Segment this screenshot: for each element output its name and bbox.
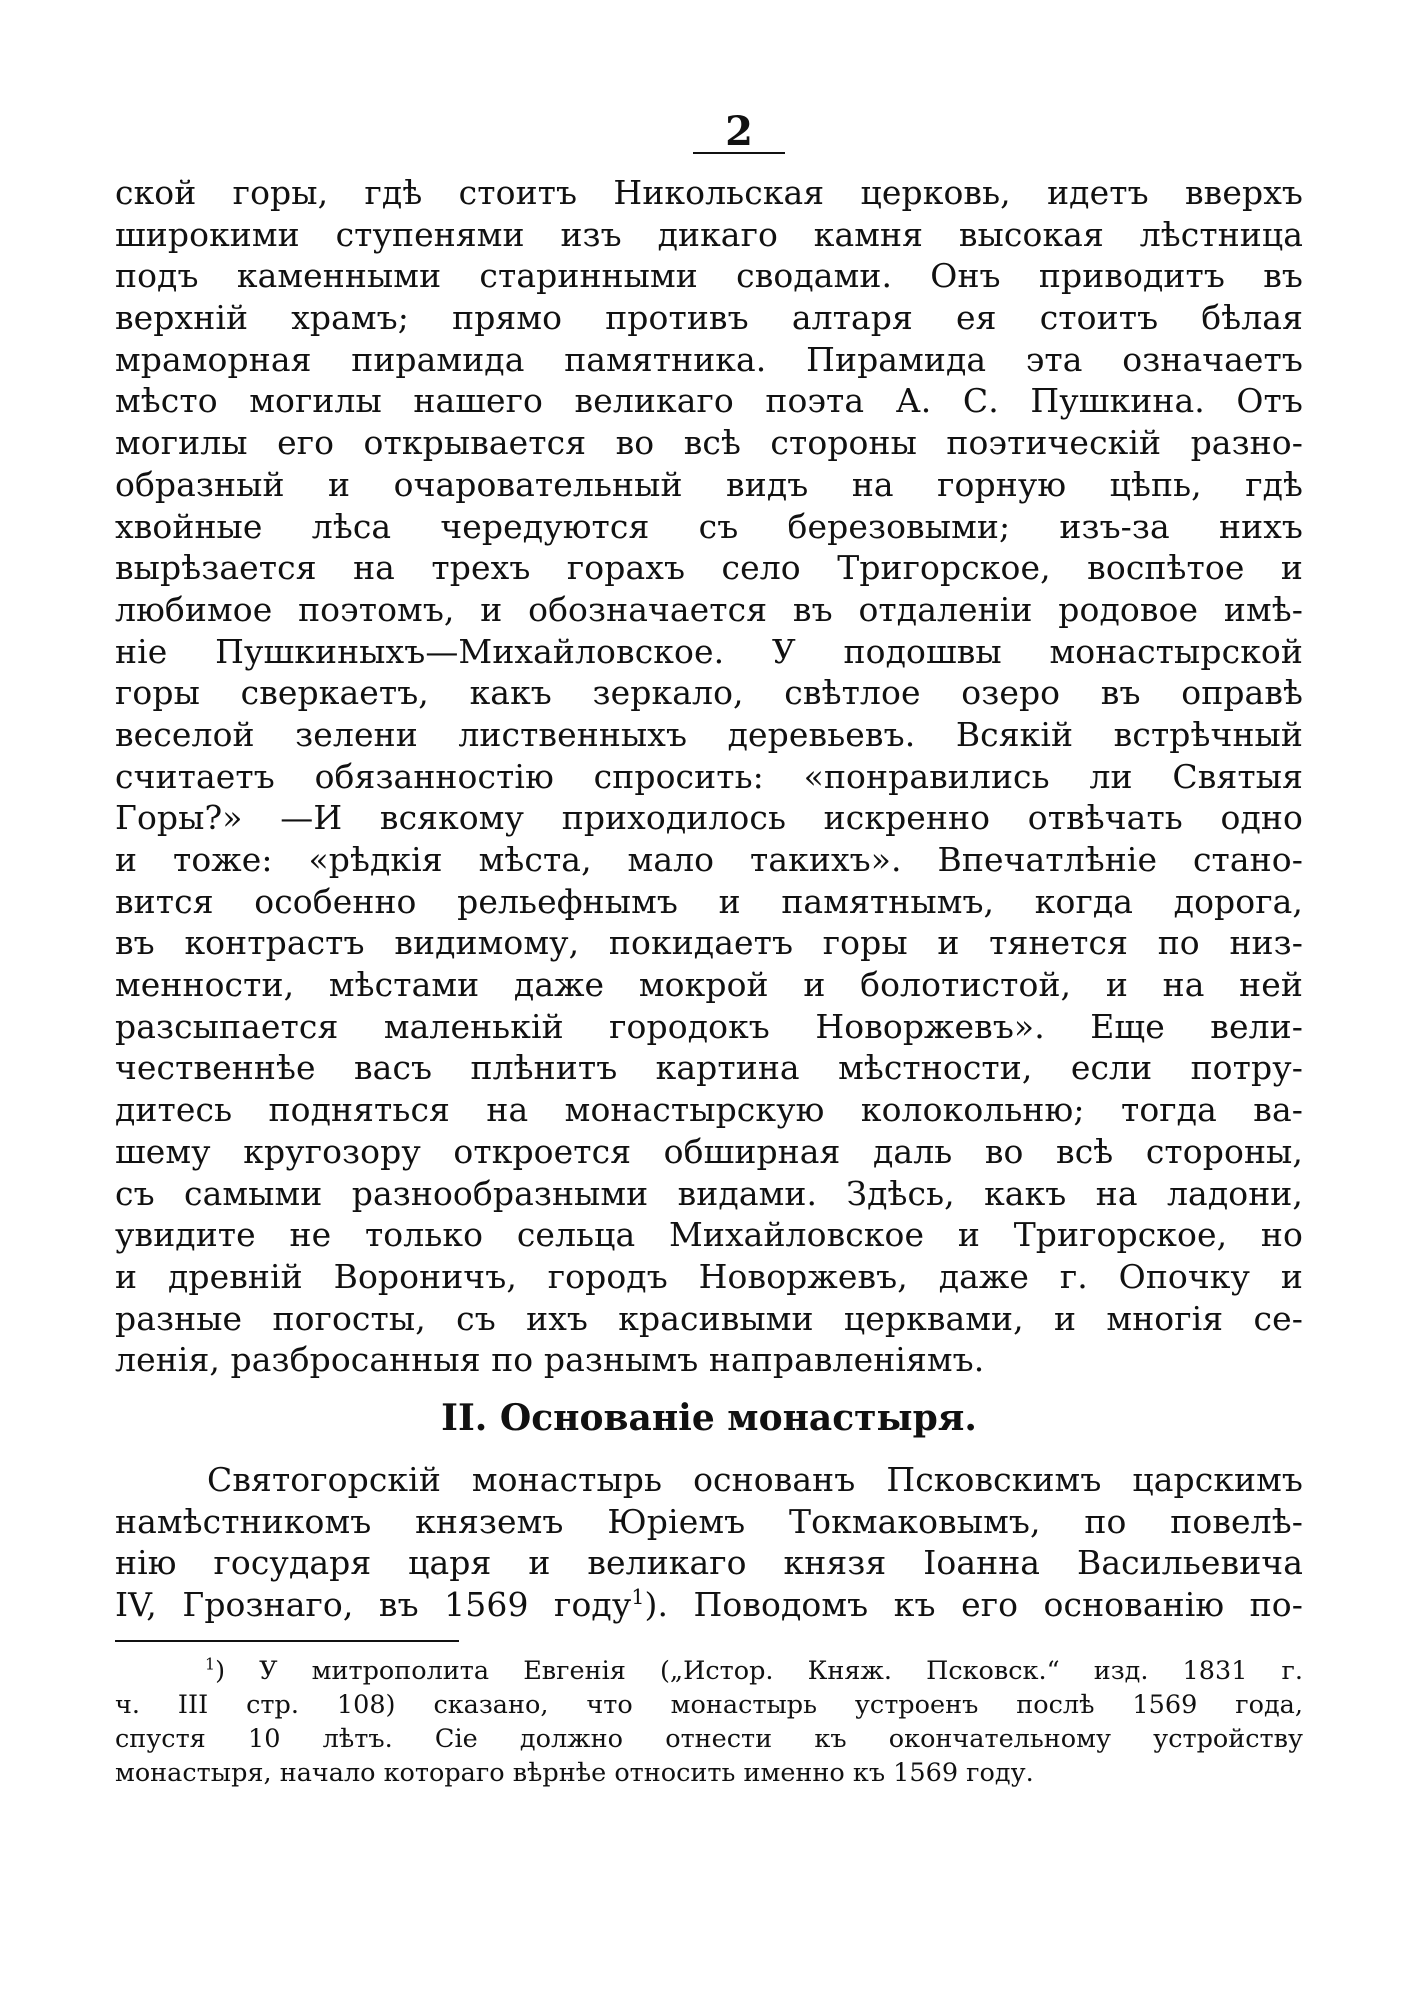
- book-page: [115, 108, 1303, 1790]
- text-line: намѣстникомъ княземъ Юріемъ Токмаковымъ, по повелѣ-: [115, 1501, 1303, 1541]
- text-line: хвойные лѣса чередуются съ березовыми; изъ-за нихъ: [115, 506, 1303, 546]
- text-line: ніе Пушкиныхъ—Михайловское. У подошвы монастырской: [115, 631, 1303, 671]
- text-line: съ самыми разнообразными видами. Здѣсь, какъ на ладони,: [115, 1173, 1303, 1213]
- text-line: разсыпается маленькій городокъ Новоржевъ». Еще вели-: [115, 1006, 1303, 1046]
- text-line: Святогорскій монастырь основанъ Псковскимъ царскимъ: [207, 1459, 1303, 1499]
- footnote-divider: [115, 1640, 459, 1642]
- text-fragment: ) У митрополита Евгенія („Истор. Княж. Псковск.“ изд. 1831 г.: [215, 1655, 1303, 1686]
- text-line: въ контрастъ видимому, покидаетъ горы и тянется по низ-: [115, 923, 1303, 963]
- body-paragraph: [115, 172, 1303, 1381]
- text-line: Горы?» —И всякому приходилось искренно отвѣчать одно: [115, 798, 1303, 838]
- text-fragment: IV, Грознаго, въ 1569 году: [115, 1585, 632, 1624]
- footnote-line: [115, 1654, 1303, 1688]
- text-line: чественнѣе васъ плѣнитъ картина мѣстности, если потру-: [115, 1048, 1303, 1088]
- text-line: разные погосты, съ ихъ красивыми церквами, и многія се-: [115, 1298, 1303, 1338]
- text-line: образный и очаровательный видъ на горную цѣпь, гдѣ: [115, 464, 1303, 504]
- text-line: могилы его открывается во всѣ стороны поэтическій разно-: [115, 423, 1303, 463]
- text-line: любимое поэтомъ, и обозначается въ отдаленіи родовое имѣ-: [115, 589, 1303, 629]
- text-line: верхній храмъ; прямо противъ алтаря ея стоитъ бѣлая: [115, 298, 1303, 338]
- footnote-line: монастыря, начало котораго вѣрнѣе относить именно къ 1569 году.: [115, 1757, 1034, 1788]
- text-fragment: ). Поводомъ къ его основанію по-: [644, 1585, 1303, 1624]
- text-line: и древній Вороничъ, городъ Новоржевъ, даже г. Опочку и: [115, 1256, 1303, 1296]
- text-line: и тоже: «рѣдкія мѣста, мало такихъ». Впечатлѣніе стано-: [115, 840, 1303, 879]
- footnote-line: ч. III стр. 108) сказано, что монастырь устроенъ послѣ 1569 года,: [115, 1689, 1303, 1720]
- section-heading: II. Основаніе монастыря.: [441, 1396, 977, 1439]
- footnote-marker: 1: [205, 1654, 216, 1674]
- text-line: дитесь подняться на монастырскую колокольню; тогда ва-: [115, 1090, 1303, 1130]
- text-line: веселой зелени лиственныхъ деревьевъ. Всякій встрѣчный: [115, 714, 1303, 754]
- footnote-line: спустя 10 лѣтъ. Сіе должно отнести къ окончательному устройству: [115, 1723, 1303, 1754]
- text-line-with-footnote-ref: [115, 1584, 1303, 1626]
- text-line: вится особенно рельефнымъ и памятнымъ, когда дорога,: [115, 881, 1303, 921]
- text-line: менности, мѣстами даже мокрой и болотистой, и на ней: [115, 965, 1303, 1005]
- text-line: шему кругозору откроется обширная даль во всѣ стороны,: [115, 1131, 1303, 1171]
- text-line: мѣсто могилы нашего великаго поэта А. С. Пушкина. Отъ: [115, 381, 1303, 421]
- footnote-reference[interactable]: 1: [631, 1585, 645, 1609]
- text-line: увидите не только сельца Михайловское и Тригорское, но: [115, 1215, 1303, 1255]
- text-line: ленія, разбросанныя по разнымъ направленіямъ.: [115, 1340, 985, 1380]
- text-line: ской горы, гдѣ стоитъ Никольская церковь, идетъ вверхъ: [115, 173, 1303, 212]
- section-paragraph: [115, 1459, 1303, 1626]
- text-line: нію государя царя и великаго князя Іоанна Васильевича: [115, 1543, 1303, 1583]
- page-number-rule: [693, 152, 785, 154]
- text-line: горы сверкаетъ, какъ зеркало, свѣтлое озеро въ оправѣ: [115, 673, 1303, 713]
- text-line: считаетъ обязанностію спросить: «понравились ли Святыя: [115, 756, 1303, 796]
- footnote: [115, 1654, 1303, 1790]
- text-line: вырѣзается на трехъ горахъ село Тригорское, воспѣтое и: [115, 548, 1303, 588]
- page-number: 2: [725, 108, 753, 155]
- text-line: широкими ступенями изъ дикаго камня высокая лѣстница: [115, 214, 1303, 254]
- text-line: подъ каменными старинными сводами. Онъ приводитъ въ: [115, 256, 1303, 296]
- text-line: мраморная пирамида памятника. Пирамида эта означаетъ: [115, 339, 1303, 379]
